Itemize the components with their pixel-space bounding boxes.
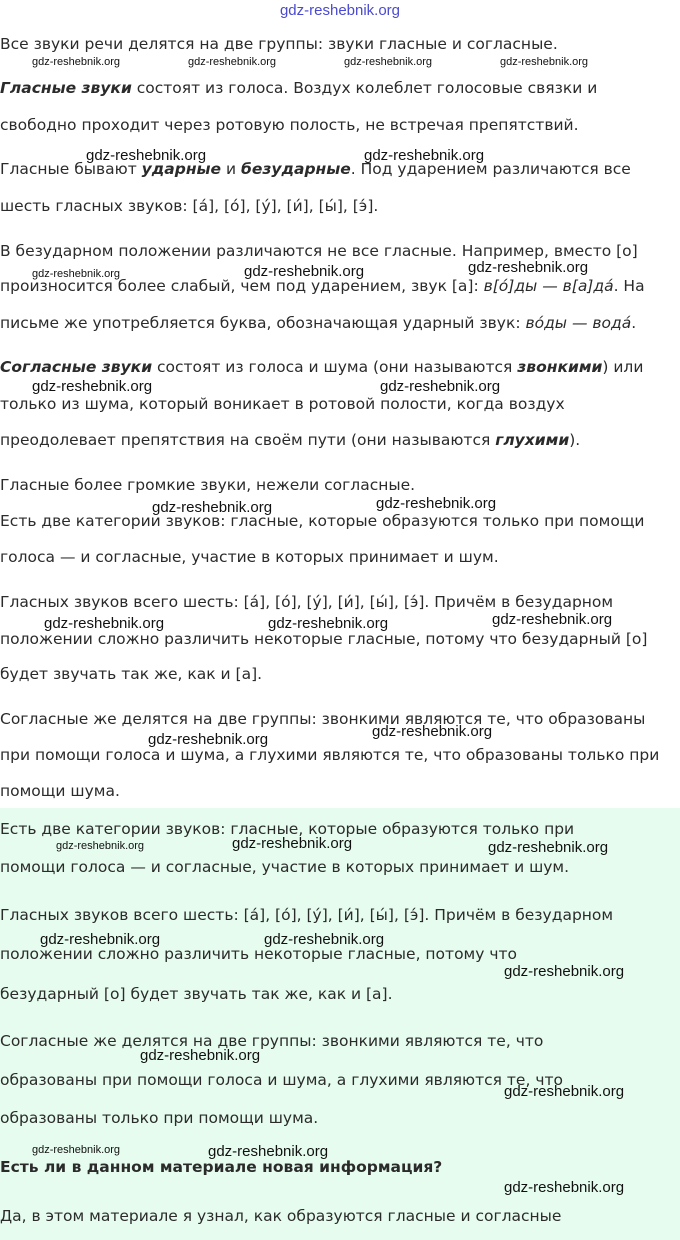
watermark: gdz-reshebnik.org <box>504 1179 625 1196</box>
text-line: положении сложно различить некоторые гласные, потому что безударный [о] <box>0 630 648 648</box>
text-line: Все звуки речи делятся на две группы: звуки гласные и согласные. <box>0 35 558 53</box>
text-line: свободно проходит через ротовую полость, не встречая препятствий. <box>0 116 579 134</box>
text-line: только из шума, который воникает в ротовой полости, когда воздух <box>0 395 565 413</box>
answer-line: Да, в этом материале я узнал, как образуются гласные и согласные <box>0 1207 562 1225</box>
text-span: . Под ударением различаются все <box>350 160 631 178</box>
text-span: состоят из голоса и шума (они называются <box>152 358 518 376</box>
watermark: gdz-reshebnik.org <box>500 56 589 68</box>
text-line: при помощи голоса и шума, а глухими являются те, что образованы только при <box>0 746 660 764</box>
watermark: gdz-reshebnik.org <box>56 840 145 852</box>
text-span: . <box>631 314 637 332</box>
text-line: Гласные более громкие звуки, нежели согласные. <box>0 476 416 494</box>
text-span: преодолевает препятствия на своём пути (они называются <box>0 431 496 449</box>
watermark: gdz-reshebnik.org <box>40 931 161 948</box>
term-voiced: звонкими <box>517 358 603 376</box>
watermark: gdz-reshebnik.org <box>488 839 609 856</box>
watermark: gdz-reshebnik.org <box>492 611 613 628</box>
watermark: gdz-reshebnik.org <box>188 56 277 68</box>
watermark: gdz-reshebnik.org <box>376 495 497 512</box>
watermark: gdz-reshebnik.org <box>268 615 389 632</box>
text-line <box>0 314 680 332</box>
text-line <box>0 431 680 449</box>
answer-line: Есть две категории звуков: гласные, которые образуются только при <box>0 820 575 838</box>
term-vowels: Гласные звуки <box>0 79 132 97</box>
term-consonants: Согласные звуки <box>0 358 153 376</box>
watermark: gdz-reshebnik.org <box>208 1143 329 1160</box>
watermark: gdz-reshebnik.org <box>344 56 433 68</box>
term-stressed: ударные <box>141 160 222 178</box>
answer-line: помощи голоса — и согласные, участие в которых принимает и шум. <box>0 858 570 876</box>
term-unstressed: безударные <box>241 160 351 178</box>
watermark: gdz-reshebnik.org <box>148 731 269 748</box>
text-line <box>0 358 680 376</box>
watermark: gdz-reshebnik.org <box>504 1083 625 1100</box>
text-line <box>0 79 680 97</box>
example-text: в[о́]ды — в[а]да́ <box>483 277 614 295</box>
text-line: помощи шума. <box>0 782 120 800</box>
text-line: В безударном положении различаются не все гласные. Например, вместо [о] <box>0 242 638 260</box>
watermark: gdz-reshebnik.org <box>32 56 121 68</box>
answer-line: Согласные же делятся на две группы: звонкими являются те, что <box>0 1032 544 1050</box>
watermark: gdz-reshebnik.org <box>468 259 589 276</box>
watermark: gdz-reshebnik.org <box>264 931 385 948</box>
text-line: будет звучать так же, как и [а]. <box>0 665 263 683</box>
watermark: gdz-reshebnik.org <box>32 378 153 395</box>
text-line: Согласные же делятся на две группы: звонкими являются те, что образованы <box>0 710 646 728</box>
text-span: Гласные бывают <box>0 160 142 178</box>
watermark: gdz-reshebnik.org <box>244 263 365 280</box>
watermark: gdz-reshebnik.org <box>32 1144 121 1156</box>
text-line: Есть две категории звуков: гласные, которые образуются только при помощи <box>0 512 645 530</box>
watermark: gdz-reshebnik.org <box>364 147 485 164</box>
text-span: . На <box>613 277 645 295</box>
text-span: письме же употребляется буква, обозначающая ударный звук: <box>0 314 526 332</box>
watermark: gdz-reshebnik.org <box>86 147 207 164</box>
text-span: состоят из голоса. Воздух колеблет голосовые связки и <box>131 79 598 97</box>
answer-line: образованы только при помощи шума. <box>0 1109 319 1127</box>
answer-line: положении сложно различить некоторые гласные, потому что <box>0 945 518 963</box>
text-span: произносится более слабый, чем под ударением, звук [а]: <box>0 277 484 295</box>
text-span: и <box>221 160 242 178</box>
watermark: gdz-reshebnik.org <box>504 963 625 980</box>
watermark: gdz-reshebnik.org <box>380 378 501 395</box>
example-text: во́ды — вода́ <box>525 314 632 332</box>
answer-line: образованы при помощи голоса и шума, а глухими являются те, что <box>0 1071 563 1089</box>
answer-line: безударный [о] будет звучать так же, как и [а]. <box>0 985 393 1003</box>
text-line: Гласных звуков всего шесть: [а́], [о́], [у́], [и́], [ы́], [э́]. Причём в безударном <box>0 593 614 611</box>
text-line: голоса — и согласные, участие в которых принимает и шум. <box>0 548 499 566</box>
watermark: gdz-reshebnik.org <box>372 723 493 740</box>
watermark: gdz-reshebnik.org <box>152 499 273 516</box>
watermark: gdz-reshebnik.org <box>140 1047 261 1064</box>
text-span: ) или <box>602 358 644 376</box>
site-title[interactable]: gdz-reshebnik.org <box>279 2 401 19</box>
question-heading: Есть ли в данном материале новая информация? <box>0 1158 443 1176</box>
answer-line: Гласных звуков всего шесть: [а́], [о́], [у́], [и́], [ы́], [э́]. Причём в безударном <box>0 906 614 924</box>
watermark: gdz-reshebnik.org <box>232 835 353 852</box>
text-span: ). <box>569 431 581 449</box>
term-voiceless: глухими <box>495 431 570 449</box>
watermark: gdz-reshebnik.org <box>44 615 165 632</box>
watermark: gdz-reshebnik.org <box>32 268 121 280</box>
text-line: шесть гласных звуков: [а́], [о́], [у́], [и́], [ы́], [э́]. <box>0 197 379 215</box>
